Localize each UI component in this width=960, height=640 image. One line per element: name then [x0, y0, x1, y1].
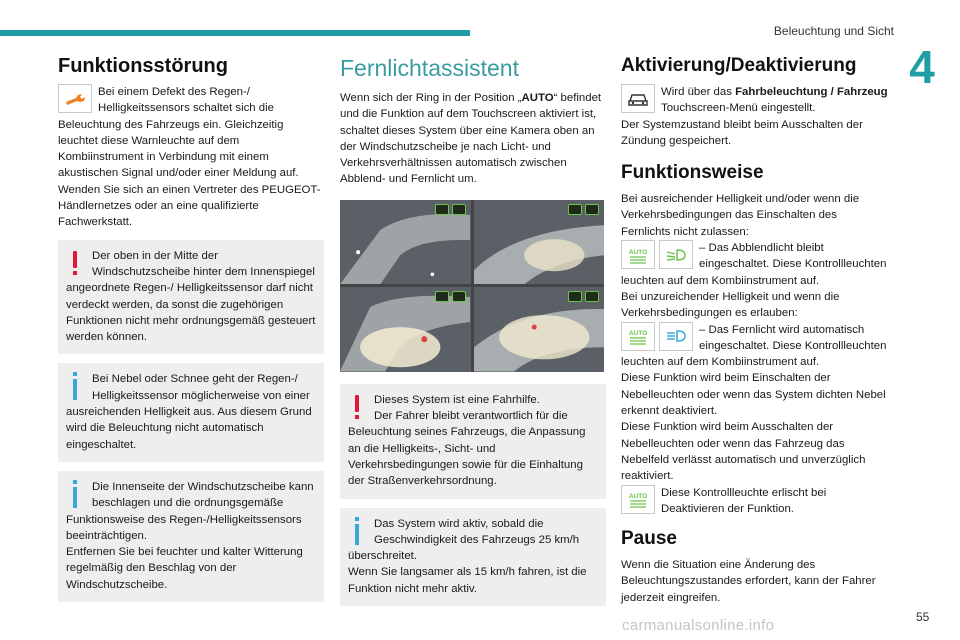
info-icon [66, 371, 84, 401]
page-number: 55 [916, 610, 930, 624]
high-beam-indicators [621, 322, 693, 351]
auto-beam-icon [621, 240, 655, 269]
section-title-high-beam-assist: Fernlichtassistent [340, 55, 519, 81]
info-text: Die Innenseite der Windschutzscheibe kann beschlagen und die ordnungsgemäße Funktionsweise des Regen-/Helligkeitssensors beeinträchtigen. [66, 480, 314, 542]
section-title-malfunction: Funktionsstörung [58, 55, 228, 77]
header-accent-bar [0, 30, 470, 36]
svg-text:AUTO: AUTO [628, 248, 648, 256]
pause-text: Wenn die Situation eine Änderung des Beleuchtungszustandes erfordert, kann der Fahrer jederzeit eingreifen. [621, 559, 876, 604]
info-text: Das System wird aktiv, sobald die Geschwindigkeit des Fahrzeugs 25 km/h überschreitet. [348, 517, 580, 563]
section-title-activation: Aktivierung/Deaktivierung [621, 55, 857, 76]
illustration-scene-1 [340, 200, 471, 285]
malfunction-intro: Bei einem Defekt des Regen-/ Helligkeitssensors schaltet sich die Beleuchtung des Fahrzeugs ein. Gleichzeitig leuchtet diese Warnleuchte auf dem Kombiinstrument in Verbindung mit einem akustischen Signal und/oder einer Meldung auf. [58, 86, 299, 180]
warning-note-driver-aid [340, 384, 606, 499]
operation-fog-on: Diese Funktion wird beim Ausschalten der Nebelleuchten oder wenn das Fahrzeug das Nebelfeld verlässt automatisch und unverzüglich reaktiviert. [621, 421, 866, 483]
high-beam-illustration [340, 200, 604, 372]
car-settings-icon [621, 84, 655, 113]
illustration-scene-3 [340, 287, 471, 372]
dipped-beam-indicators [621, 240, 693, 269]
chapter-title: Beleuchtung und Sicht [773, 24, 894, 38]
info-icon [348, 516, 366, 546]
warning-text: Der oben in der Mitte der Windschutzscheibe hinter dem Innenspiegel angeordnete Regen-/ Helligkeitssensor darf nicht verdeckt werden, da sonst die zugehörigen Funktionen nicht mehr ordnungsgemäß gesteuert werden können. [66, 249, 316, 344]
illustration-scene-4 [474, 287, 605, 372]
operation-result-1: – Das Abblendlicht bleibt eingeschaltet. Diese Kontrollleuchten leuchten auf dem Kombiinstrument auf. [621, 242, 887, 287]
svg-text:AUTO: AUTO [628, 493, 648, 501]
operation-fog-off: Diese Funktion wird beim Einschalten der Nebelleuchten oder wenn das System dichten Nebel erkennt deaktiviert. [621, 372, 886, 418]
info-note-condensation [58, 471, 324, 602]
malfunction-dealer: Wenden Sie sich an einen Vertreter des PEUGEOT-Händlernetzes oder an eine qualifizierte Fachwerkstatt. [58, 183, 321, 229]
high-beam-intro: Wenn sich der Ring in der Position „AUTO“ befindet und die Funktion auf dem Touchscreen aktiviert ist, schaltet dieses System über eine Kamera oben an der Windschutzscheibe je nach Licht- und Verkehrsverhältnissen automatisch zwischen Abblend- und Fernlicht um. [340, 92, 602, 186]
info-note-speed [340, 508, 606, 606]
warning-note-sensor [58, 240, 324, 355]
wrench-warning-icon [58, 84, 92, 113]
warning-icon [348, 392, 366, 422]
section-title-pause: Pause [621, 528, 677, 550]
operation-indicator-off: Diese Kontrollleuchte erlischt bei Deaktivieren der Funktion. [661, 486, 827, 515]
warning-text: Dieses System ist eine Fahrhilfe. [374, 393, 540, 406]
info-icon [66, 479, 84, 509]
info-text: Entfernen Sie bei feuchter und kalter Witterung regelmäßig den Beschlag von der Windschutzscheibe. [66, 546, 303, 591]
svg-text:AUTO: AUTO [628, 330, 648, 338]
auto-beam-icon [621, 322, 655, 351]
warning-icon [66, 248, 84, 278]
info-text: Wenn Sie langsamer als 15 km/h fahren, ist die Funktion nicht mehr aktiv. [348, 566, 587, 595]
watermark: carmanualsonline.info [622, 617, 775, 634]
info-note-fog [58, 363, 324, 461]
activation-text: Wird über das Fahrbeleuchtung / Fahrzeug Touchscreen-Menü eingestellt. [661, 86, 888, 115]
column-high-beam-assist [340, 54, 606, 606]
illustration-scene-2 [474, 200, 605, 285]
operation-condition-2: Bei unzureichender Helligkeit und wenn die Verkehrsbedingungen es erlauben: [621, 290, 840, 320]
high-beam-icon [659, 322, 693, 351]
warning-text: Der Fahrer bleibt verantwortlich für die Beleuchtung seines Fahrzeugs, die Anpassung an die Helligkeits-, Sicht- und Verkehrsbedingungen sowie für die Einhaltung der Straßenverkehrsordnung. [348, 410, 586, 488]
info-text: Bei Nebel oder Schnee geht der Regen-/ Helligkeitssensor möglicherweise von einer ausreichenden Helligkeit aus. Aus diesem Grund wird die Beleuchtung nicht automatisch eingeschaltet. [66, 373, 312, 451]
section-title-operation: Funktionsweise [621, 162, 764, 184]
column-activation [621, 54, 889, 606]
operation-condition-1: Bei ausreichender Helligkeit und/oder wenn die Verkehrsbedingungen das Einschalten des Fernlichts nicht zulassen: [621, 193, 860, 238]
column-malfunction [58, 54, 324, 602]
chapter-number: 4 [909, 41, 935, 93]
activation-memory: Der Systemzustand bleibt beim Ausschalten der Zündung gespeichert. [621, 118, 863, 147]
dipped-beam-icon [659, 240, 693, 269]
auto-beam-icon [621, 485, 655, 514]
operation-result-2: – Das Fernlicht wird automatisch eingeschaltet. Diese Kontrollleuchten leuchten auf dem Kombiinstrument auf. [621, 323, 887, 369]
